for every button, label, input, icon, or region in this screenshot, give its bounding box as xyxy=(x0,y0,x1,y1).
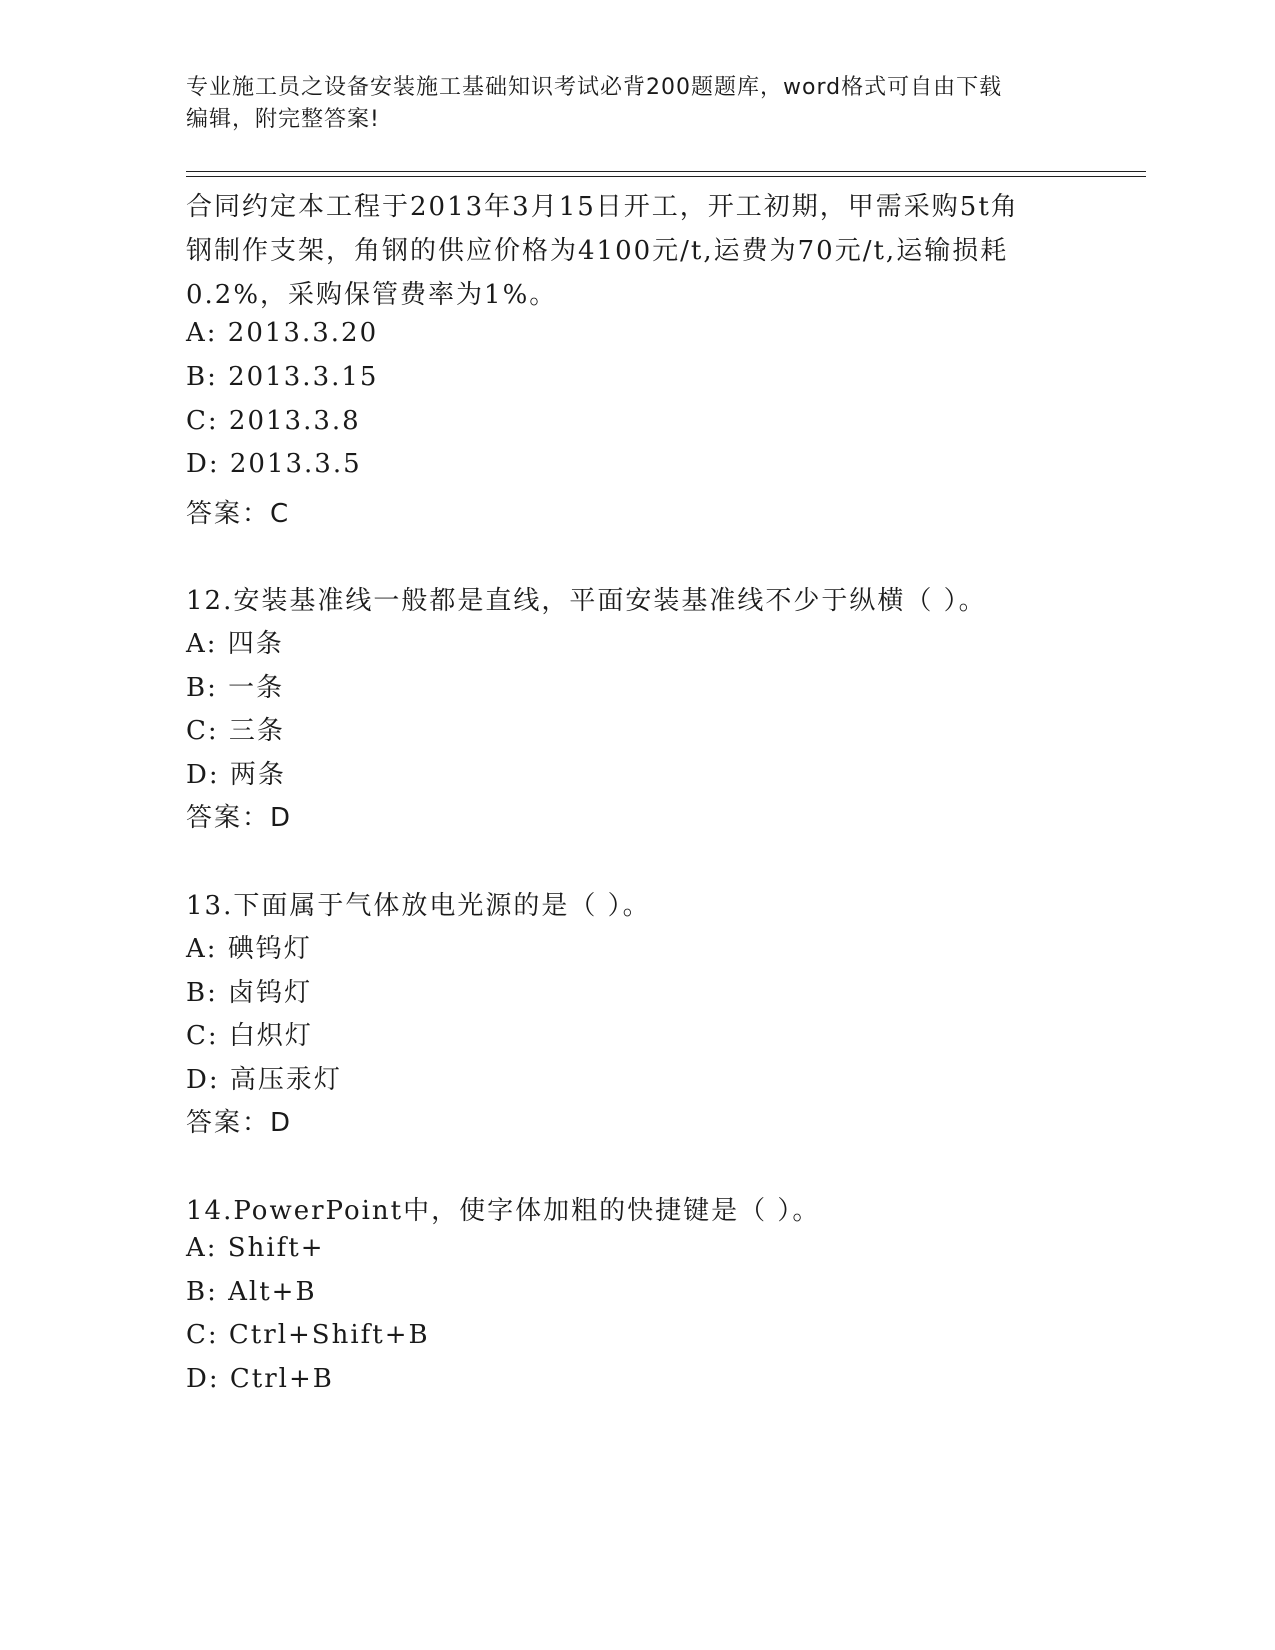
document-header xyxy=(186,72,1066,136)
header-line-1: 专业施工员之设备安装施工基础知识考试必背200题题库，word格式可自由下载 xyxy=(186,75,1003,100)
q14-option-a: A: Shift+ xyxy=(186,1233,325,1263)
header-line-2: 编辑，附完整答案! xyxy=(186,107,380,132)
q11-option-b: B: 2013.3.15 xyxy=(186,362,379,392)
q14-stem: 14.PowerPoint中，使字体加粗的快捷键是（ ）。 xyxy=(186,1196,821,1226)
q12-option-d: D: 两条 xyxy=(186,760,286,790)
q13-option-a: A: 碘钨灯 xyxy=(186,934,312,964)
q12-option-a: A: 四条 xyxy=(186,629,284,659)
q11-answer: 答案：C xyxy=(186,499,291,529)
q11-option-c: C: 2013.3.8 xyxy=(186,406,361,436)
q11-stem-line-1: 合同约定本工程于2013年3月15日开工，开工初期，甲需采购5t角 xyxy=(186,192,1019,222)
q12-answer: 答案：D xyxy=(186,803,293,833)
q11-option-a: A: 2013.3.20 xyxy=(186,318,379,348)
q11-option-d: D: 2013.3.5 xyxy=(186,449,362,479)
header-rule-bottom xyxy=(186,176,1146,177)
q11-stem-line-3: 0.2%，采购保管费率为1%。 xyxy=(186,280,558,310)
header-rule-top xyxy=(186,171,1146,172)
q13-stem: 13.下面属于气体放电光源的是（ ）。 xyxy=(186,891,651,921)
q14-option-d: D: Ctrl+B xyxy=(186,1364,334,1394)
q12-option-b: B: 一条 xyxy=(186,673,285,703)
q13-option-b: B: 卤钨灯 xyxy=(186,978,313,1008)
q14-option-c: C: Ctrl+Shift+B xyxy=(186,1320,430,1350)
q12-stem: 12.安装基准线一般都是直线，平面安装基准线不少于纵横（ ）。 xyxy=(186,586,987,616)
q12-option-c: C: 三条 xyxy=(186,716,285,746)
q13-option-d: D: 高压汞灯 xyxy=(186,1065,342,1095)
q11-stem-line-2: 钢制作支架，角钢的供应价格为4100元/t,运费为70元/t,运输损耗 xyxy=(186,236,1009,266)
q14-option-b: B: Alt+B xyxy=(186,1277,317,1307)
q13-option-c: C: 白炽灯 xyxy=(186,1021,313,1051)
q13-answer: 答案：D xyxy=(186,1108,293,1138)
